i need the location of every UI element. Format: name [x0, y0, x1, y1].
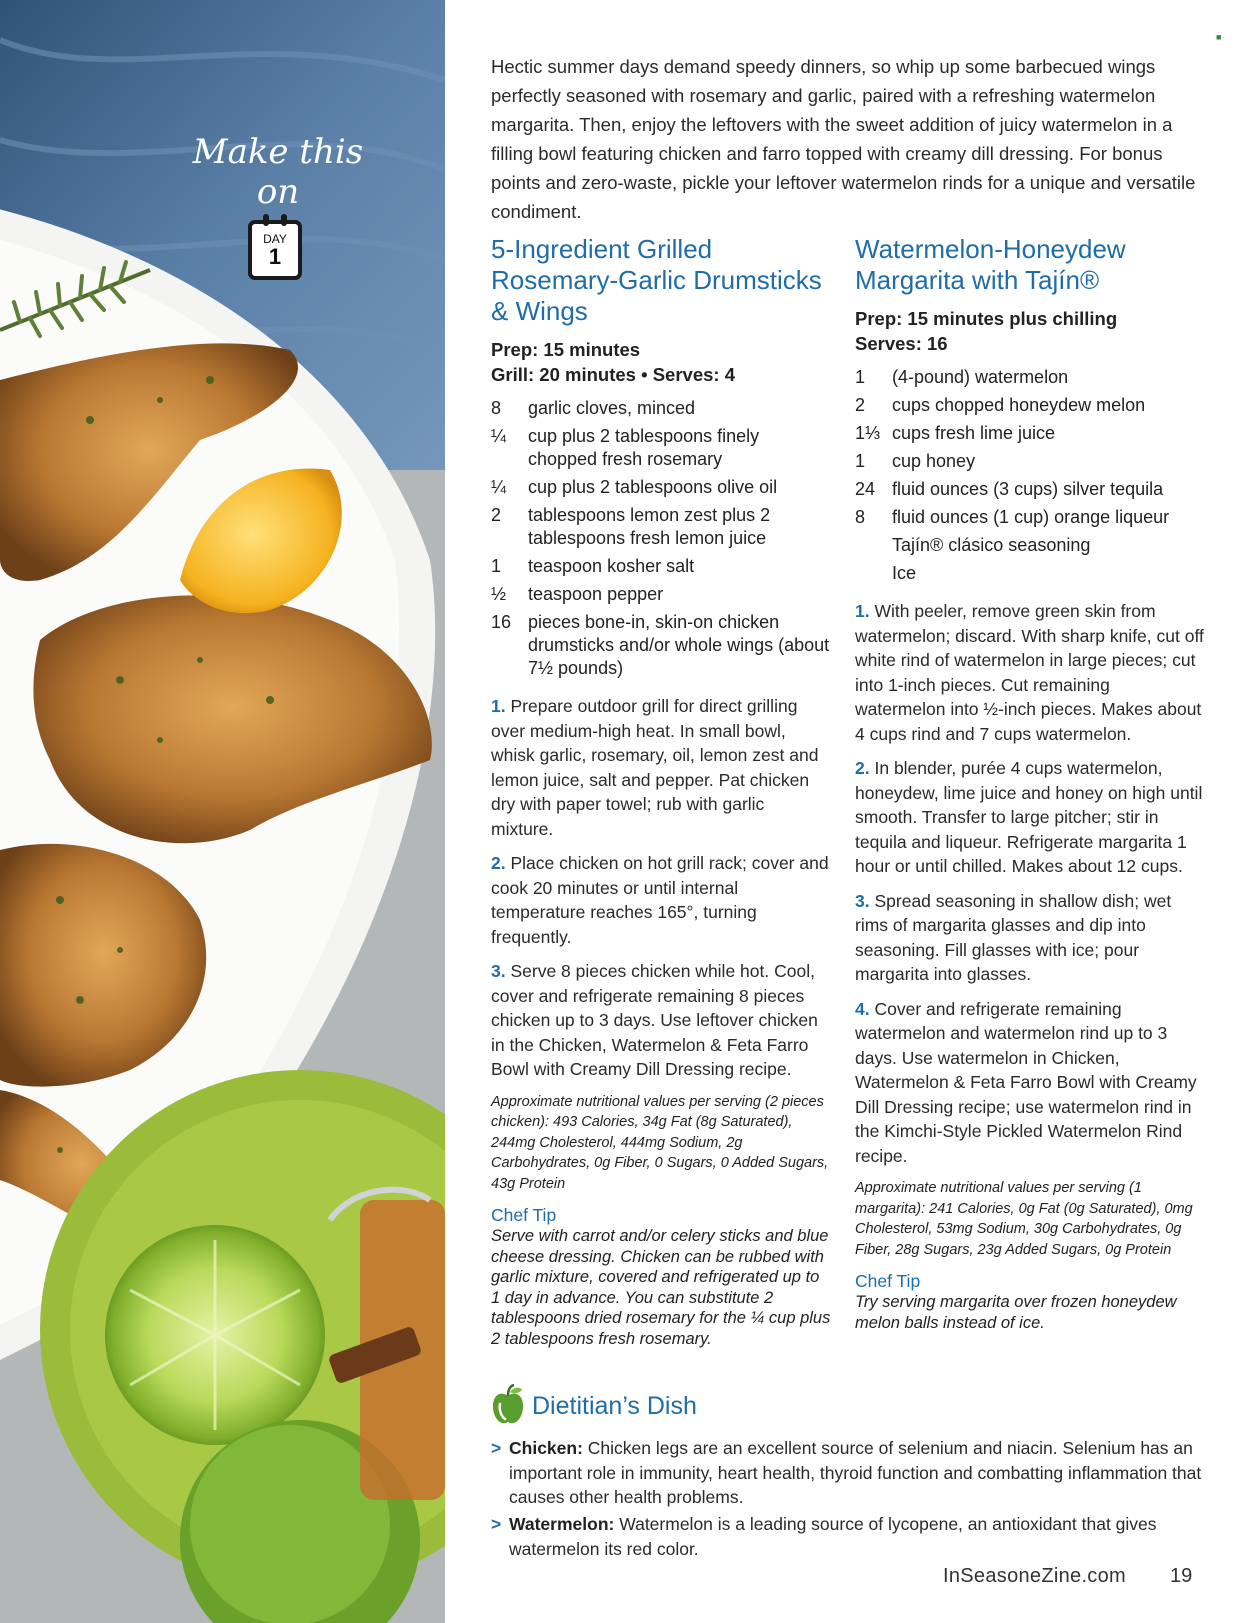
ingredient-description: teaspoon kosher salt	[528, 556, 695, 576]
ingredient-description: teaspoon pepper	[528, 584, 664, 604]
ingredient-item	[491, 476, 831, 499]
ingredient-quantity: 8	[491, 398, 502, 418]
step-number: 1.	[855, 601, 870, 621]
step-number: 2.	[491, 853, 506, 873]
dietitian-item-label: Watermelon:	[509, 1514, 615, 1534]
step-text: Prepare outdoor grill for direct grilling over medium-high heat. In small bowl, whisk garlic, rosemary, oil, lemon zest and lemon juice, salt and pepper. Pat chicken dry with paper towel; rub with garlic mixture.	[491, 696, 819, 839]
recipe-timing	[855, 306, 1205, 356]
day-number: 1	[268, 244, 282, 269]
recipe-title: Watermelon-Honeydew Margarita with Tajín®	[855, 234, 1126, 295]
step-text: Spread seasoning in shallow dish; wet rims of margarita glasses and dip into seasoning. Fill glasses with ice; pour margarita into glasses.	[855, 890, 1172, 984]
footer-website[interactable]: InSeasoneZine.com	[943, 1565, 1126, 1587]
ingredient-item	[855, 506, 1205, 529]
ingredient-description: pieces bone-in, skin-on chicken drumsticks and/or whole wings (about 7½ pounds)	[528, 612, 830, 678]
ingredient-description: cup honey	[892, 451, 976, 471]
ingredient-description: cup plus 2 tablespoons olive oil	[528, 477, 778, 497]
recipe-step	[855, 756, 1205, 879]
ingredient-quantity: 1	[855, 367, 866, 387]
prep-time: Prep: 15 minutes	[491, 339, 641, 360]
step-number: 1.	[491, 696, 506, 716]
dietitian-item-watermelon	[491, 1512, 1206, 1561]
chef-tip-title: Chef Tip	[855, 1271, 921, 1291]
page-number: 19	[1170, 1565, 1193, 1587]
ingredient-quantity: 1	[855, 451, 866, 471]
make-this-line1: Make this	[192, 132, 364, 172]
day-label: DAY	[263, 232, 287, 246]
chevron-right-icon: >	[491, 1438, 502, 1458]
ingredient-quantity: ½	[491, 584, 507, 604]
recipe-step	[491, 851, 831, 949]
nutrition-info: Approximate nutritional values per serving (1 margarita): 241 Calories, 0g Fat (0g Saturated), 0mg Cholesterol, 53mg Sodium, 30g Carbohydrates, 0g Fiber, 28g Sugars, 23g Added Sugars, 0g Protein	[855, 1180, 1193, 1258]
ingredient-item	[491, 583, 831, 606]
ingredient-item	[855, 366, 1205, 389]
ingredient-item	[855, 534, 1205, 557]
corner-mark: ■	[1216, 32, 1222, 42]
ingredient-item	[491, 504, 831, 550]
ingredient-item	[855, 394, 1205, 417]
prep-time: Prep: 15 minutes plus chilling	[855, 308, 1118, 329]
make-this-label	[178, 132, 378, 212]
ingredient-list	[855, 366, 1205, 585]
ingredient-description: (4-pound) watermelon	[892, 367, 1069, 387]
ingredient-item	[855, 422, 1205, 445]
recipe-step	[855, 889, 1205, 987]
step-list	[855, 599, 1205, 1168]
ingredient-description: tablespoons lemon zest plus 2 tablespoons fresh lemon juice	[528, 505, 771, 548]
recipe-chicken	[491, 234, 831, 1349]
ingredient-description: fluid ounces (3 cups) silver tequila	[892, 479, 1164, 499]
recipe-timing	[491, 337, 831, 387]
recipe-margarita	[855, 234, 1205, 1333]
step-text: Place chicken on hot grill rack; cover and cook 20 minutes or until internal temperature reaches 165°, turning frequently.	[491, 853, 829, 947]
nutrition-info: Approximate nutritional values per serving (2 pieces chicken): 493 Calories, 34g Fat (8g Saturated), 244mg Cholesterol, 444mg Sodium, 2g Carbohydrates, 0g Fiber, 0 Sugars, 0 Added Sugars, 43g Protein	[491, 1093, 829, 1192]
serves: Serves: 16	[855, 333, 948, 354]
step-text: With peeler, remove green skin from watermelon; discard. With sharp knife, cut off white rind of watermelon in large pieces; cut into 1-inch pieces. Cut remaining watermelon into ½-inch pieces. Makes about 4 cups rind and 7 cups watermelon.	[855, 601, 1204, 744]
ingredient-description: cups chopped honeydew melon	[892, 395, 1146, 415]
ingredient-quantity	[855, 534, 892, 557]
make-this-line2: on	[256, 172, 300, 212]
recipe-step	[491, 959, 831, 1082]
dietitian-heading	[490, 1384, 697, 1428]
ingredient-item	[491, 397, 831, 420]
ingredient-description: Ice	[892, 563, 917, 583]
ingredient-description: cup plus 2 tablespoons finely chopped fresh rosemary	[528, 426, 760, 469]
step-number: 3.	[491, 961, 506, 981]
ingredient-quantity: 1⅓	[855, 423, 881, 443]
apple-icon	[490, 1384, 526, 1428]
ingredient-list	[491, 397, 831, 680]
dietitian-item-label: Chicken:	[509, 1438, 583, 1458]
chef-tip-text: Serve with carrot and/or celery sticks and blue cheese dressing. Chicken can be rubbed with garlic mixture, covered and refrigerated up to 1 day in advance. You can substitute 2 tablespoons dried rosemary for the ¼ cup plus 2 tablespoons fresh rosemary.	[491, 1227, 831, 1348]
ingredient-quantity: 24	[855, 479, 876, 499]
ingredient-item	[855, 562, 1205, 585]
step-number: 3.	[855, 890, 870, 911]
ingredient-item	[855, 478, 1205, 501]
step-number: 2.	[855, 758, 870, 778]
ingredient-description: Tajín® clásico seasoning	[892, 535, 1091, 555]
ingredient-quantity: 2	[855, 395, 866, 415]
food-photo	[0, 0, 445, 1623]
dietitian-item-text: Chicken legs are an excellent source of selenium and niacin. Selenium has an important role in immunity, heart health, thyroid function and combatting inflammation that causes other health problems.	[509, 1438, 1202, 1507]
ingredient-description: fluid ounces (1 cup) orange liqueur	[892, 507, 1170, 527]
ingredient-quantity: 8	[855, 507, 866, 527]
recipe-title: 5-Ingredient Grilled Rosemary-Garlic Drumsticks & Wings	[491, 234, 822, 326]
ingredient-item	[491, 425, 831, 471]
recipe-step	[855, 599, 1205, 746]
chef-tip-title: Chef Tip	[491, 1205, 557, 1225]
food-photo-art	[0, 0, 445, 1623]
ingredient-description: cups fresh lime juice	[892, 423, 1056, 443]
step-text: Cover and refrigerate remaining watermelon and watermelon rind up to 3 days. Use watermelon in Chicken, Watermelon & Feta Farro Bowl with Creamy Dill Dressing recipe; use watermelon rind in the Kimchi-Style Pickled Watermelon Rind recipe.	[855, 998, 1197, 1166]
dietitian-title: Dietitian’s Dish	[532, 1391, 697, 1420]
grill-serves: Grill: 20 minutes • Serves: 4	[491, 364, 735, 385]
recipe-step	[855, 997, 1205, 1169]
ingredient-item	[491, 611, 831, 680]
calendar-day-icon	[248, 220, 302, 280]
chef-tip-text: Try serving margarita over frozen honeydew melon balls instead of ice.	[855, 1293, 1177, 1332]
step-list	[491, 694, 831, 1082]
dietitian-item-text: Watermelon is a leading source of lycopene, an antioxidant that gives watermelon its red color.	[509, 1514, 1157, 1559]
ingredient-description: garlic cloves, minced	[528, 398, 696, 418]
ingredient-quantity: 1	[491, 556, 502, 576]
ingredient-item	[491, 555, 831, 578]
intro-paragraph: Hectic summer days demand speedy dinners, so whip up some barbecued wings perfectly seasoned with rosemary and garlic, paired with a refreshing watermelon margarita. Then, enjoy the leftovers with the sweet addition of juicy watermelon in a filling bowl featuring chicken and farro topped with creamy dill dressing. For bonus points and zero-waste, pickle your leftover watermelon rinds for a unique and versatile condiment.	[491, 56, 1196, 222]
step-number: 4.	[855, 998, 870, 1019]
ingredient-quantity: ¼	[491, 426, 507, 446]
recipe-step	[491, 694, 831, 841]
ingredient-quantity: ¼	[491, 477, 507, 497]
ingredient-quantity	[855, 562, 892, 585]
step-text: In blender, purée 4 cups watermelon, honeydew, lime juice and honey on high until smooth. Transfer to large pitcher; stir in tequila and liqueur. Refrigerate margarita 1 hour or until chilled. Makes about 12 cups.	[855, 758, 1203, 876]
chevron-right-icon: >	[491, 1514, 502, 1534]
ingredient-quantity: 2	[491, 505, 502, 525]
dietitian-item-chicken	[491, 1436, 1206, 1510]
ingredient-item	[855, 450, 1205, 473]
ingredient-quantity: 16	[491, 612, 512, 632]
step-text: Serve 8 pieces chicken while hot. Cool, cover and refrigerate remaining 8 pieces chicken up to 3 days. Use leftover chicken in the Chicken, Watermelon & Feta Farro Bowl with Creamy Dill Dressing recipe.	[491, 961, 818, 1079]
